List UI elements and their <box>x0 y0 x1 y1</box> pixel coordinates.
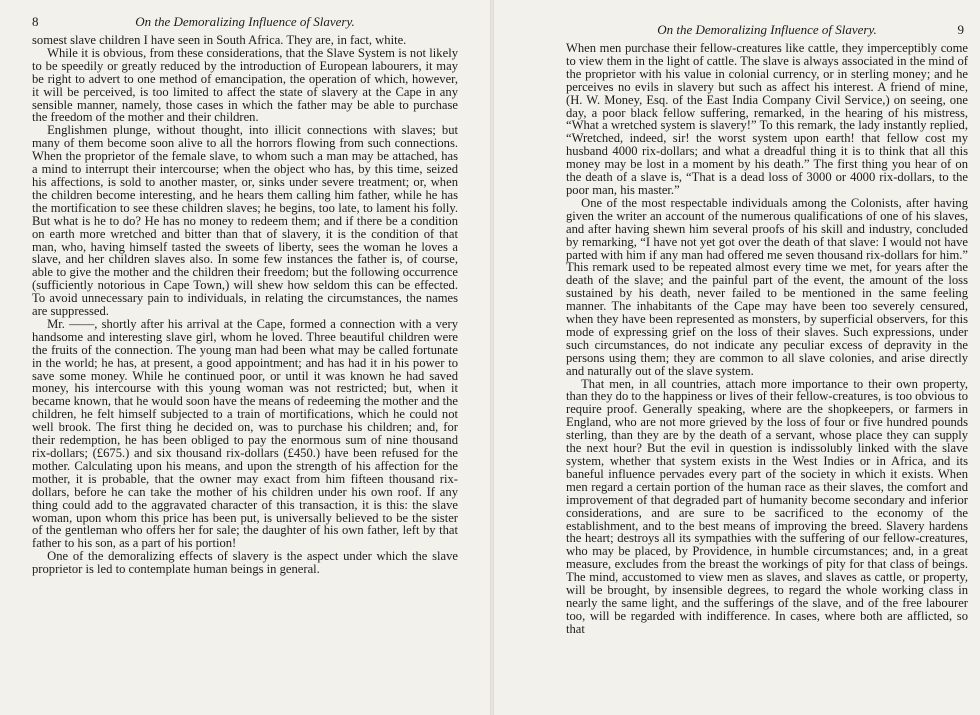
paragraph: That men, in all countries, attach more importance to their own property, than they do to the happiness or lives of their fellow-creatures, is too obvious to require proof. Generally speaking, where are the shopkeepers, or farmers in England, who are not more grieved by the loss of four or five hundred pounds sterling, than they are by the death of a servant, whose place they can supply the next hour? But the evil in question is indissolubly linked with the slave system, whether that system exists in the West Indies or in Africa, and its baneful influence pervades every part of the society in which it exists. When men regard a certain portion of the human race as their slaves, the comfort and improvement of that degraded part of humanity become secondary and inferior considerations, and are sure to be sacrificed to the economy of the establishment, and to the best means of improving the breed. Slavery hardens the heart; destroys all its sympathies with the suffering of our fellow-creatures, who may be placed, by Providence, in humble circumstances; and, in a great measure, excludes from the breast the workings of pity for that class of beings. The mind, accustomed to view men as slaves, and slaves as cattle, or property, will be brought, by insensible degrees, to regard the whole working class in nearly the same light, and the sufferings of the slave, and of the free labourer too, will be regarded with indifference. In cases, where both are afflicted, so that <box>566 376 968 636</box>
right-page <box>494 0 980 715</box>
paragraph: When men purchase their fellow-creatures like cattle, they imperceptibly come to view them in the light of cattle. The slave is always associated in the mind of the proprietor with his value in colonial currency, or in sterling money; and he perceives no evils in slavery but such as affect his interest. A friend of mine, (H. W. Money, Esq. of the East India Company Civil Service,) on seeing, one day, a poor black fellow suffering, remarked, in the hearing of his mistress, “What a wretched system is slavery!” To this remark, the lady instantly replied, “Wretched, indeed, sir! the worst system upon earth! that fellow cost my husband 4000 rix-dollars; and what a dreadful thing it is to think that all this money may be lost in a moment by his death.” The first thing you hear of on the death of a slave is, “That is a dead loss of 3000 or 4000 rix-dollars, to the poor man, his master.” <box>566 41 968 197</box>
paragraph: One of the most respectable individuals among the Colonists, after having given the writer an account of the numerous qualifications of one of his slaves, and after having shewn him several proofs of his skill and industry, concluded by remarking, “I have not yet got over the death of that slave: I would not have parted with him if any man had offered me seven thousand rix-dollars for him.” This remark used to be repeated almost every time we met, for years after the death of the slave; and the painful part of the event, the amount of the loss sustained by his death, never failed to be mentioned in the same feeling manner. The inhabitants of the Cape may have been too severely censured, when they have been represented as monsters, by superficial observers, for this mode of expressing grief on the loss of their slaves. Such expressions, under such circumstances, do not indicate any peculiar excess of depravity in the persons using them; they are common to all slave colonies, and arise directly and naturally out of the slave system. <box>566 195 968 378</box>
right-page-body <box>566 42 968 636</box>
paragraph: One of the demoralizing effects of slavery is the aspect under which the slave proprietor is led to contemplate human beings in general. <box>32 549 458 577</box>
paragraph: Englishmen plunge, without thought, into illicit connections with slaves; but many of them become soon alive to all the horrors flowing from such connections. When the proprietor of the female slave, to whom such a man may be attached, has a mind to interrupt their intercourse; when the object who has, by this time, seized his affections, is sold to another master, or, sinks under severe treatment; or, when the children become interesting, and he hears them calling him father, while he has the mortification to see these children slaves; he begins, too late, to lament his folly. But what is he to do? He has no money to redeem them; and if there be a condition on earth more wretched and bitter than that of slavery, it is the condition of that man, who, having himself tasted the sweets of liberty, sees the woman he loves a slave, and her children slaves also. In some few instances the father is, of course, able to give the mother and the children their freedom; but the following occurrence (sufficiently notorious in Cape Town,) will shew how seldom this can be effected. To avoid unnecessary pain to individuals, in relating the circumstances, the names are suppressed. <box>32 123 458 319</box>
left-running-head <box>32 14 458 34</box>
paragraph: somest slave children I have seen in South Africa. They are, in fact, white. <box>32 33 407 47</box>
right-running-head <box>566 22 968 42</box>
paragraph: While it is obvious, from these considerations, that the Slave System is not likely to be speedily or greatly reduced by the introduction of European labourers, it may be right to advert to one method of emancipation, the operation of which, however, it will be perceived, is too limited to affect the state of slavery at the Cape in any sensible manner, namely, those cases in which the father may be able to purchase the freedom of the mother and their children. <box>32 45 458 125</box>
right-page-number: 9 <box>957 22 964 37</box>
left-running-title: On the Demoralizing Influence of Slavery. <box>135 14 355 29</box>
paragraph: Mr. ——, shortly after his arrival at the Cape, formed a connection with a very handsome and interesting slave girl, whom he loved. Three beautiful children were the fruits of the connection. The young man had been what may be called fortunate in the world; he has, at present, a good appointment; and has had it in his power to save some money. While he continued poor, or until it was known he had saved money, his intercourse with this young woman was not restricted; but, when it became known, that he would soon have the means of redeeming the mother and the children, he felt himself subjected to a train of mortifications, which he could not well brook. The first thing he decided on, was to purchase his children; and, for their redemption, he has been obliged to pay the enormous sum of nine thousand rix-dollars; (£675.) and six thousand rix-dollars (£450.) have been refused for the mother. Calculating upon his means, and upon the strength of his affection for the mother, it is probable, that the owner may exact from him fifteen thousand rix-dollars, before he can take the mother of his children under his own roof. If any thing could add to the aggravated character of this transaction, it is this: the slave woman, upon whom this price has been put, is universally believed to be the sister of the gentleman who offers her for sale; the daughter of his own father, left by that father to his son, as a part of his portion! <box>32 316 458 551</box>
right-running-title: On the Demoralizing Influence of Slavery. <box>657 22 877 37</box>
left-page-number: 8 <box>32 14 39 29</box>
left-page-body <box>32 34 458 576</box>
